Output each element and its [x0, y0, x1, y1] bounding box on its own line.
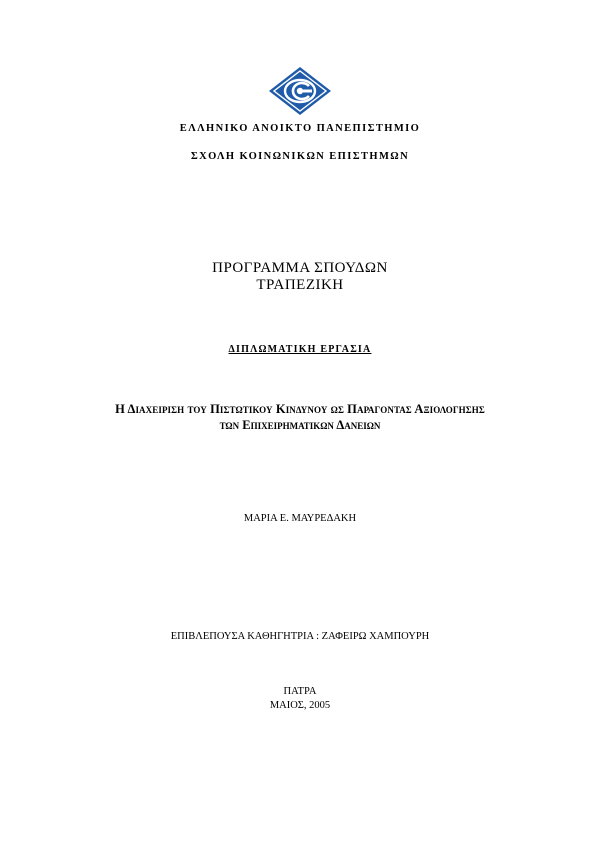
program-heading: ΠΡΟΓΡΑΜΜΑ ΣΠΟΥΔΩΝ — [212, 260, 388, 276]
document-type: ΔΙΠΛΩΜΑΤΙΚΗ ΕΡΓΑΣΙΑ — [228, 344, 372, 355]
thesis-title-line-2: των Επιχειρηματικων Δανειων — [219, 418, 381, 432]
author-name: ΜΑΡΙΑ Ε. ΜΑΥΡΕΔΑΚΗ — [243, 513, 357, 524]
university-name: ΕΛΛΗΝΙΚΟ ΑΝΟΙΚΤΟ ΠΑΝΕΠΙΣΤΗΜΙΟ — [179, 123, 421, 134]
program-name: ΤΡΑΠΕΖΙΚΗ — [256, 277, 344, 293]
thesis-title-line-1: Η Διαχειριση του Πιστωτικου Κινδυνου ως Παραγοντας Αξιολογησης — [115, 402, 485, 416]
supervisor: ΕΠΙΒΛΕΠΟΥΣΑ ΚΑΘΗΓΗΤΡΙΑ : ΖΑΦΕΙΡΩ ΧΑΜΠΟΥΡΗ — [170, 631, 430, 642]
date: ΜΑΙΟΣ, 2005 — [269, 700, 331, 711]
university-logo-icon — [268, 66, 332, 116]
city: ΠΑΤΡΑ — [283, 686, 317, 697]
school-name: ΣΧΟΛΗ ΚΟΙΝΩΝΙΚΩΝ ΕΠΙΣΤΗΜΩΝ — [190, 151, 410, 162]
